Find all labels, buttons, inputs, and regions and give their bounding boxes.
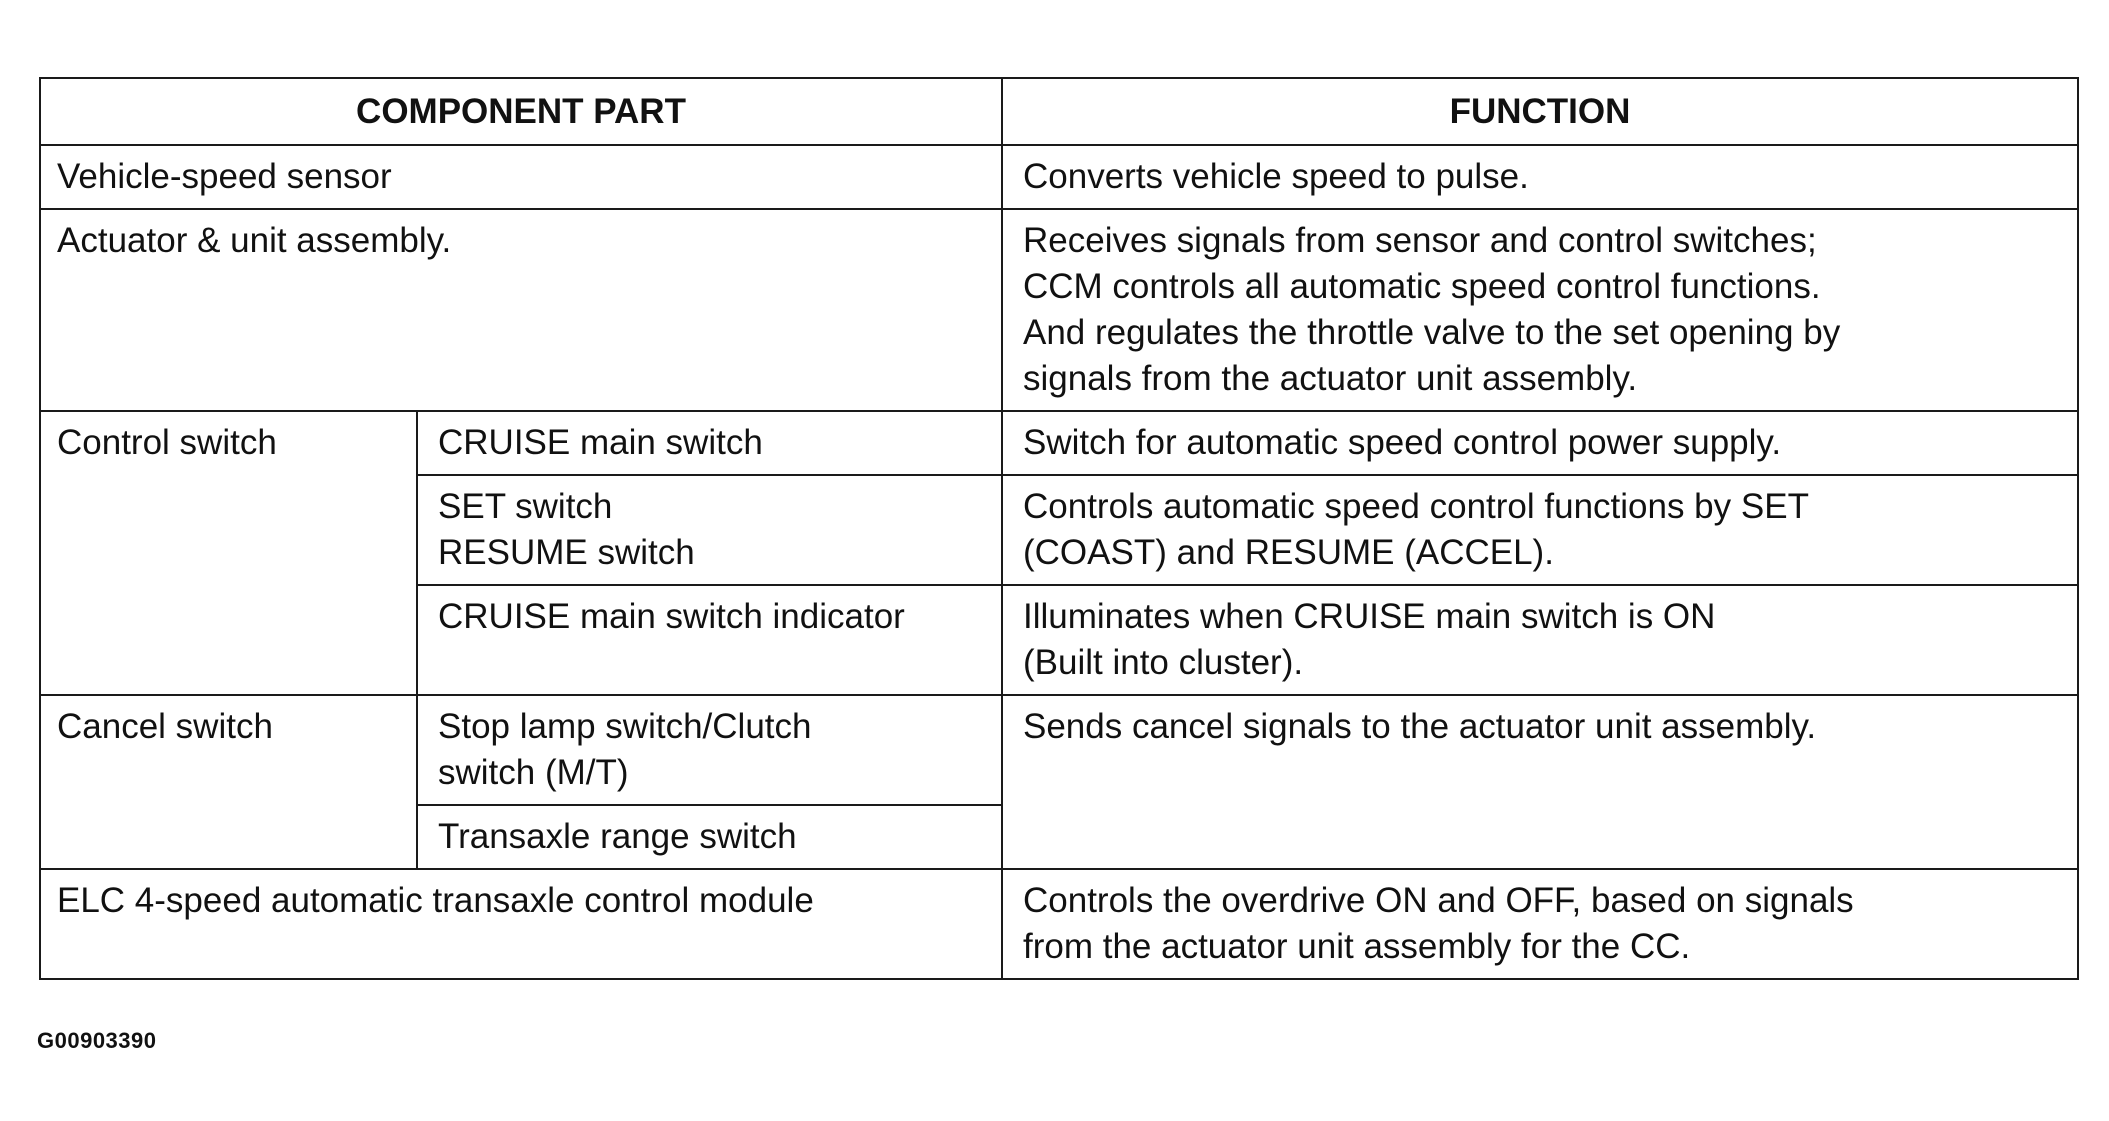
function-line: Controls the overdrive ON and OFF, based on signals <box>1023 881 1854 920</box>
control-switch-group-cell: Control switch <box>40 411 417 695</box>
elc-module-cell: ELC 4-speed automatic transaxle control module <box>40 869 1002 979</box>
function-line: signals from the actuator unit assembly. <box>1023 359 1638 398</box>
cruise-indicator-function <box>1002 585 2078 695</box>
header-function: FUNCTION <box>1002 78 2078 145</box>
cruise-main-switch-cell: CRUISE main switch <box>417 411 1002 475</box>
function-line: (Built into cluster). <box>1023 643 1304 682</box>
table-row <box>40 411 2078 475</box>
component-function-table <box>39 77 2079 980</box>
cancel-switch-group-cell: Cancel switch <box>40 695 417 869</box>
function-line: Illuminates when CRUISE main switch is ON <box>1023 597 1716 636</box>
set-resume-switch-function <box>1002 475 2078 585</box>
transaxle-range-switch-cell: Transaxle range switch <box>417 805 1002 869</box>
function-line: (COAST) and RESUME (ACCEL). <box>1023 533 1554 572</box>
cancel-switch-function: Sends cancel signals to the actuator unit assembly. <box>1002 695 2078 869</box>
component-line: SET switch <box>438 487 613 526</box>
function-line: CCM controls all automatic speed control functions. <box>1023 267 1821 306</box>
figure-id: G00903390 <box>37 1028 157 1053</box>
function-line: Receives signals from sensor and control switches; <box>1023 221 1817 260</box>
set-resume-switch-cell <box>417 475 1002 585</box>
table-row <box>40 145 2078 209</box>
header-component-part: COMPONENT PART <box>40 78 1002 145</box>
vehicle-speed-sensor-cell: Vehicle-speed sensor <box>40 145 1002 209</box>
component-line: switch (M/T) <box>438 753 629 792</box>
cruise-main-switch-function: Switch for automatic speed control power supply. <box>1002 411 2078 475</box>
function-line: Controls automatic speed control functions by SET <box>1023 487 1809 526</box>
stop-lamp-switch-cell <box>417 695 1002 805</box>
elc-module-function <box>1002 869 2078 979</box>
component-line: Stop lamp switch/Clutch <box>438 707 812 746</box>
function-line: from the actuator unit assembly for the CC. <box>1023 927 1691 966</box>
cruise-indicator-cell: CRUISE main switch indicator <box>417 585 1002 695</box>
table-row <box>40 869 2078 979</box>
table-row <box>40 695 2078 805</box>
component-line: RESUME switch <box>438 533 695 572</box>
actuator-unit-function <box>1002 209 2078 411</box>
header-row <box>40 78 2078 145</box>
actuator-unit-cell: Actuator & unit assembly. <box>40 209 1002 411</box>
vehicle-speed-sensor-function: Converts vehicle speed to pulse. <box>1002 145 2078 209</box>
function-line: And regulates the throttle valve to the set opening by <box>1023 313 1841 352</box>
table-row <box>40 209 2078 411</box>
